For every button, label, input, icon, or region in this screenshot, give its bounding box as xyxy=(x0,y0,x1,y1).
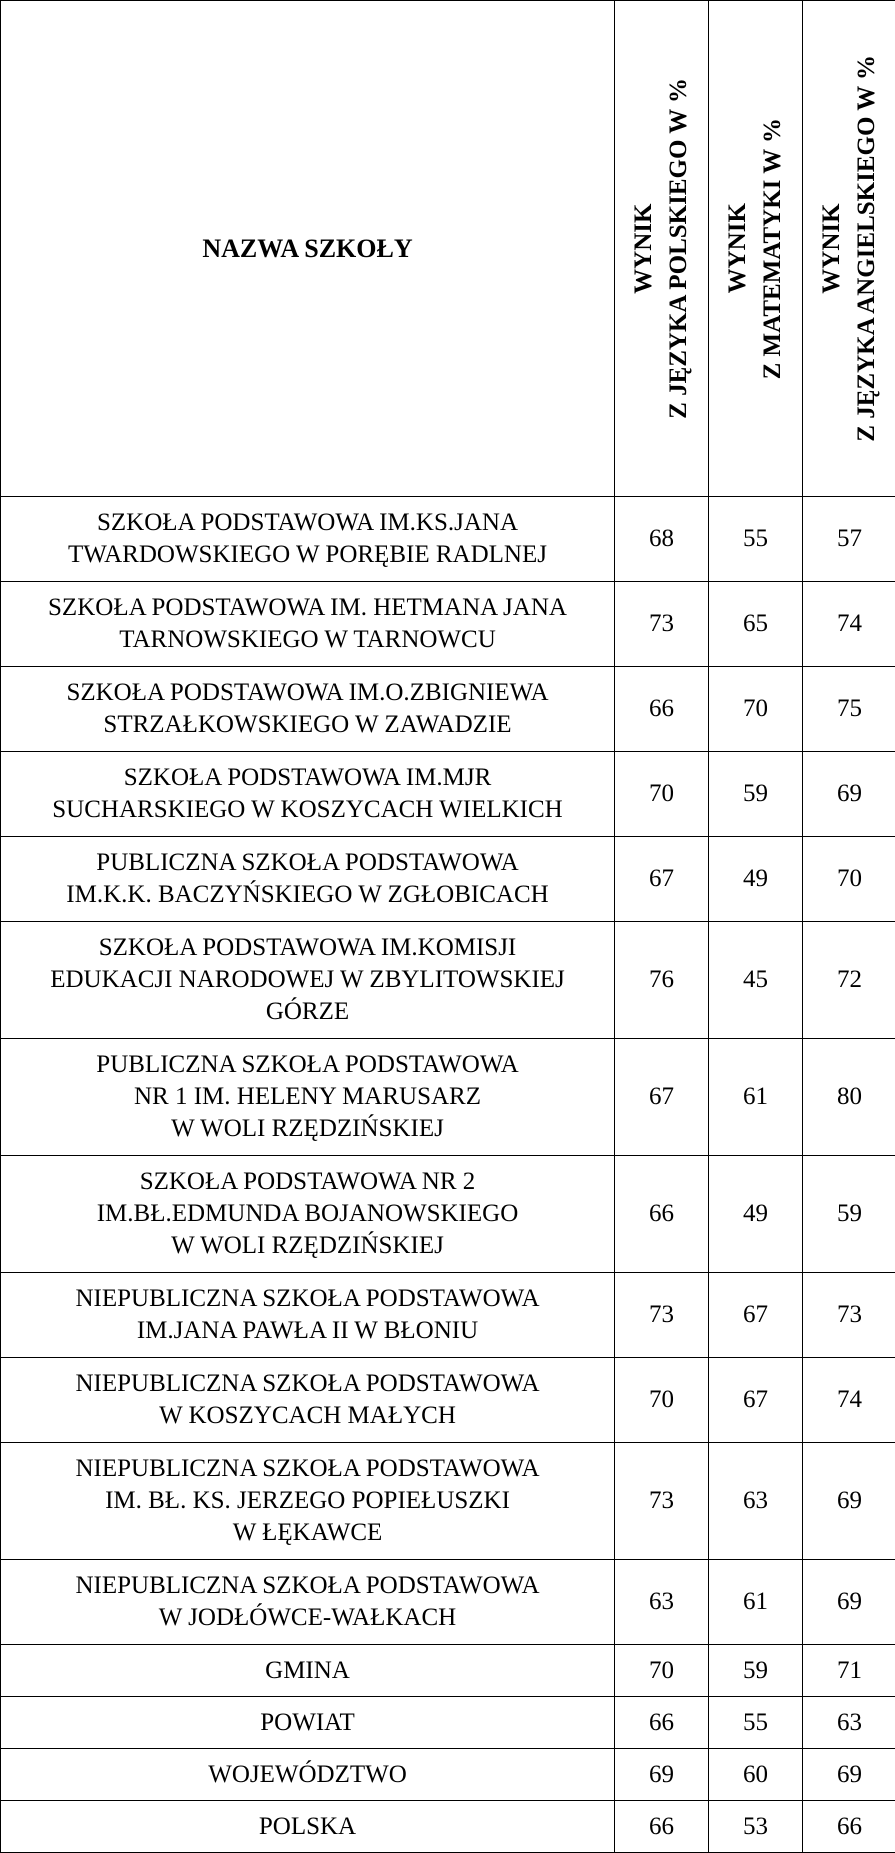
school-name-line: GÓRZE xyxy=(7,996,608,1028)
polish-score-header xyxy=(615,1,709,497)
school-name-line: IM.K.K. BACZYŃSKIEGO W ZGŁOBICACH xyxy=(7,879,608,911)
polish-score-cell: 67 xyxy=(615,1039,709,1156)
school-name-line: PUBLICZNA SZKOŁA PODSTAWOWA xyxy=(7,847,608,879)
english-score-header xyxy=(803,1,895,497)
polish-score-cell: 70 xyxy=(615,1358,709,1443)
table-row xyxy=(1,1039,895,1156)
polish-score-cell: 76 xyxy=(615,922,709,1039)
polish-score-cell: 67 xyxy=(615,837,709,922)
table-row xyxy=(1,837,895,922)
table-row xyxy=(1,1156,895,1273)
school-name-cell xyxy=(1,1560,615,1645)
polish-score-cell: 63 xyxy=(615,1560,709,1645)
region-name-cell: WOJEWÓDZTWO xyxy=(1,1749,615,1801)
school-name-cell xyxy=(1,1443,615,1560)
school-name-line: W WOLI RZĘDZIŃSKIEJ xyxy=(7,1113,608,1145)
table-row xyxy=(1,1273,895,1358)
math-score-cell: 67 xyxy=(709,1273,803,1358)
polish-score-cell: 66 xyxy=(615,1156,709,1273)
english-score-cell: 73 xyxy=(803,1273,895,1358)
table-row xyxy=(1,1443,895,1560)
school-name-cell xyxy=(1,667,615,752)
school-name-line: NIEPUBLICZNA SZKOŁA PODSTAWOWA xyxy=(7,1570,608,1602)
math-score-cell: 59 xyxy=(709,1645,803,1697)
english-score-cell: 69 xyxy=(803,1443,895,1560)
polish-score-cell: 70 xyxy=(615,1645,709,1697)
polish-score-cell: 73 xyxy=(615,1443,709,1560)
region-name-cell: GMINA xyxy=(1,1645,615,1697)
math-score-cell: 70 xyxy=(709,667,803,752)
school-name-cell xyxy=(1,1039,615,1156)
school-name-line: W KOSZYCACH MAŁYCH xyxy=(7,1400,608,1432)
school-name-cell xyxy=(1,1358,615,1443)
math-score-cell: 45 xyxy=(709,922,803,1039)
school-name-cell xyxy=(1,1273,615,1358)
school-name-cell xyxy=(1,837,615,922)
school-name-header: NAZWA SZKOŁY xyxy=(1,1,615,497)
table-row xyxy=(1,1560,895,1645)
math-score-cell: 59 xyxy=(709,752,803,837)
school-name-line: TARNOWSKIEGO W TARNOWCU xyxy=(7,624,608,656)
table-row xyxy=(1,497,895,582)
summary-row xyxy=(1,1697,895,1749)
english-score-cell: 75 xyxy=(803,667,895,752)
summary-row xyxy=(1,1645,895,1697)
school-name-line: EDUKACJI NARODOWEJ W ZBYLITOWSKIEJ xyxy=(7,964,608,996)
school-name-cell xyxy=(1,582,615,667)
math-score-cell: 63 xyxy=(709,1443,803,1560)
math-header-line-2: Z MATEMATYKI W % xyxy=(755,118,790,379)
school-name-line: SZKOŁA PODSTAWOWA IM.KS.JANA xyxy=(7,507,608,539)
polish-score-cell: 66 xyxy=(615,1697,709,1749)
school-name-line: PUBLICZNA SZKOŁA PODSTAWOWA xyxy=(7,1049,608,1081)
school-name-line: SZKOŁA PODSTAWOWA NR 2 xyxy=(7,1166,608,1198)
english-score-cell: 66 xyxy=(803,1801,895,1853)
table-row xyxy=(1,582,895,667)
math-score-cell: 49 xyxy=(709,837,803,922)
school-name-line: SZKOŁA PODSTAWOWA IM.KOMISJI xyxy=(7,932,608,964)
school-name-cell xyxy=(1,922,615,1039)
school-name-line: W JODŁÓWCE-WAŁKACH xyxy=(7,1602,608,1634)
english-score-cell: 69 xyxy=(803,752,895,837)
school-name-cell xyxy=(1,497,615,582)
polish-score-cell: 69 xyxy=(615,1749,709,1801)
math-score-cell: 49 xyxy=(709,1156,803,1273)
polish-score-cell: 73 xyxy=(615,1273,709,1358)
math-score-cell: 53 xyxy=(709,1801,803,1853)
english-score-cell: 74 xyxy=(803,582,895,667)
polish-score-cell: 68 xyxy=(615,497,709,582)
school-name-line: W ŁĘKAWCE xyxy=(7,1517,608,1549)
school-name-line: W WOLI RZĘDZIŃSKIEJ xyxy=(7,1230,608,1262)
english-header-line-2: Z JĘZYKA ANGIELSKIEGO W % xyxy=(849,55,884,442)
school-name-line: IM. BŁ. KS. JERZEGO POPIEŁUSZKI xyxy=(7,1485,608,1517)
school-name-cell xyxy=(1,752,615,837)
school-name-cell xyxy=(1,1156,615,1273)
english-score-cell: 70 xyxy=(803,837,895,922)
polish-score-cell: 66 xyxy=(615,667,709,752)
region-name-cell: POWIAT xyxy=(1,1697,615,1749)
school-name-line: IM.BŁ.EDMUNDA BOJANOWSKIEGO xyxy=(7,1198,608,1230)
english-score-cell: 72 xyxy=(803,922,895,1039)
summary-row xyxy=(1,1749,895,1801)
math-score-cell: 55 xyxy=(709,1697,803,1749)
school-name-line: TWARDOWSKIEGO W PORĘBIE RADLNEJ xyxy=(7,539,608,571)
math-score-cell: 61 xyxy=(709,1560,803,1645)
school-name-line: NIEPUBLICZNA SZKOŁA PODSTAWOWA xyxy=(7,1453,608,1485)
english-score-cell: 74 xyxy=(803,1358,895,1443)
school-name-line: IM.JANA PAWŁA II W BŁONIU xyxy=(7,1315,608,1347)
school-name-line: SZKOŁA PODSTAWOWA IM.MJR xyxy=(7,762,608,794)
polish-score-cell: 70 xyxy=(615,752,709,837)
table-row xyxy=(1,752,895,837)
table-row xyxy=(1,1358,895,1443)
english-score-cell: 69 xyxy=(803,1560,895,1645)
math-score-cell: 65 xyxy=(709,582,803,667)
polish-header-line-2: Z JĘZYKA POLSKIEGO W % xyxy=(661,78,696,419)
math-score-header xyxy=(709,1,803,497)
school-name-line: NR 1 IM. HELENY MARUSARZ xyxy=(7,1081,608,1113)
english-score-cell: 57 xyxy=(803,497,895,582)
header-row xyxy=(1,1,895,497)
math-score-cell: 61 xyxy=(709,1039,803,1156)
polish-header-line-1: WYNIK xyxy=(626,78,661,419)
english-score-cell: 59 xyxy=(803,1156,895,1273)
english-header-line-1: WYNIK xyxy=(814,55,849,442)
school-name-line: SZKOŁA PODSTAWOWA IM. HETMANA JANA xyxy=(7,592,608,624)
math-score-cell: 55 xyxy=(709,497,803,582)
polish-score-cell: 73 xyxy=(615,582,709,667)
english-score-cell: 71 xyxy=(803,1645,895,1697)
english-score-cell: 63 xyxy=(803,1697,895,1749)
table-row xyxy=(1,667,895,752)
math-header-line-1: WYNIK xyxy=(720,118,755,379)
polish-score-cell: 66 xyxy=(615,1801,709,1853)
math-score-cell: 60 xyxy=(709,1749,803,1801)
english-score-cell: 80 xyxy=(803,1039,895,1156)
table-row xyxy=(1,922,895,1039)
region-name-cell: POLSKA xyxy=(1,1801,615,1853)
school-name-line: SUCHARSKIEGO W KOSZYCACH WIELKICH xyxy=(7,794,608,826)
school-name-line: NIEPUBLICZNA SZKOŁA PODSTAWOWA xyxy=(7,1368,608,1400)
summary-row xyxy=(1,1801,895,1853)
math-score-cell: 67 xyxy=(709,1358,803,1443)
school-name-line: STRZAŁKOWSKIEGO W ZAWADZIE xyxy=(7,709,608,741)
english-score-cell: 69 xyxy=(803,1749,895,1801)
school-name-line: SZKOŁA PODSTAWOWA IM.O.ZBIGNIEWA xyxy=(7,677,608,709)
school-name-line: NIEPUBLICZNA SZKOŁA PODSTAWOWA xyxy=(7,1283,608,1315)
